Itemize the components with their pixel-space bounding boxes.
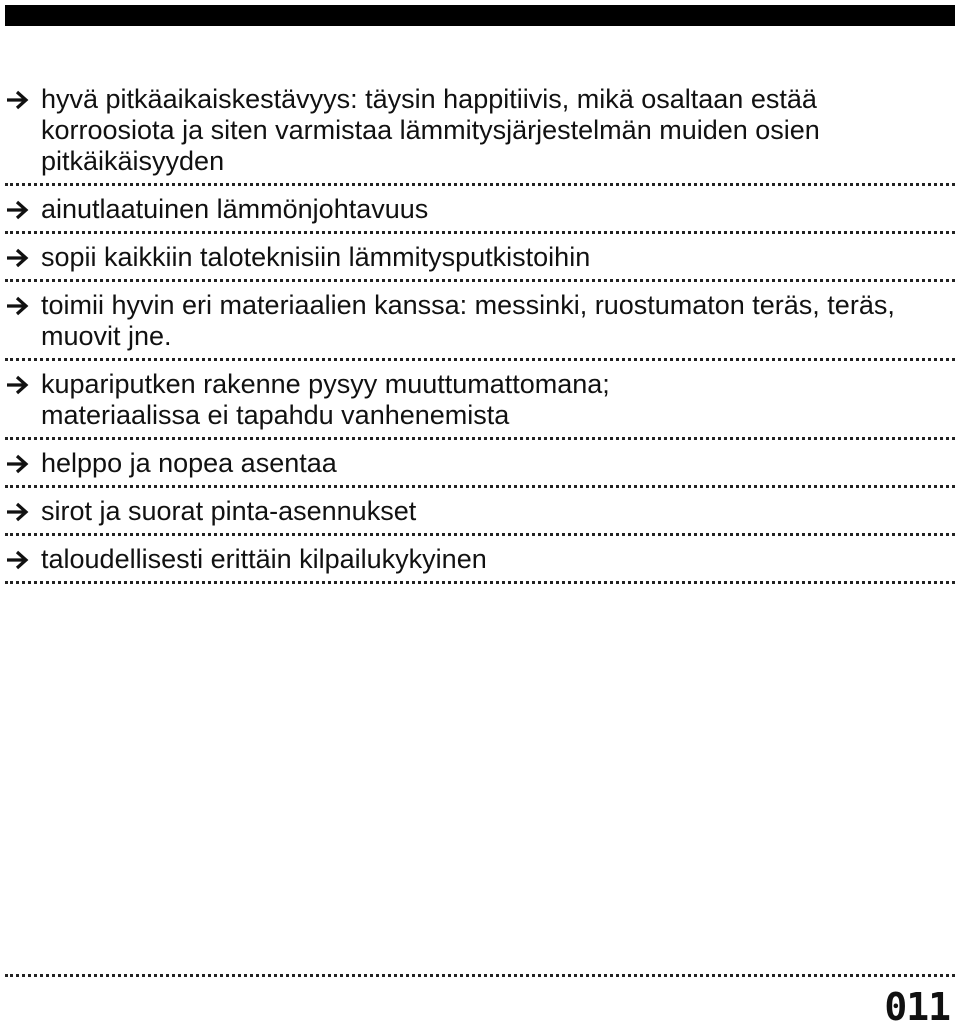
feature-text: sirot ja suorat pinta-asennukset [41,496,417,526]
arrow-right-icon [5,200,31,220]
divider [5,279,955,282]
feature-item [5,448,955,479]
feature-item [5,496,955,527]
page-number: 011 [884,985,950,1029]
arrow-right-icon [5,248,31,268]
feature-text: helppo ja nopea asentaa [41,448,337,478]
feature-text: sopii kaikkiin taloteknisiin lämmitysputkistoihin [41,242,591,272]
feature-list [5,84,955,592]
divider [5,358,955,361]
divider [5,183,955,186]
divider [5,437,955,440]
feature-item [5,194,955,225]
feature-item [5,84,955,177]
arrow-right-icon [5,502,31,522]
feature-text: hyvä pitkäaikaiskestävyys: täysin happitiivis, mikä osaltaan estää korroosiota ja siten varmistaa lämmitysjärjestelmän muiden osien pitkäikäisyyden [41,84,820,176]
arrow-right-icon [5,550,31,570]
feature-text: ainutlaatuinen lämmönjohtavuus [41,194,429,224]
feature-item [5,544,955,575]
feature-item [5,369,955,431]
arrow-right-icon [5,296,31,316]
feature-item [5,242,955,273]
arrow-right-icon [5,90,31,110]
divider [5,581,955,584]
arrow-right-icon [5,454,31,474]
arrow-right-icon [5,375,31,395]
feature-text: kupariputken rakenne pysyy muuttumattomana; materiaalissa ei tapahdu vanhenemista [41,369,610,430]
footer-divider [5,974,955,977]
feature-item [5,290,955,352]
feature-text: toimii hyvin eri materiaalien kanssa: messinki, ruostumaton teräs, teräs, muovit jne. [41,290,895,351]
divider [5,231,955,234]
divider [5,533,955,536]
header-bar [5,5,955,26]
divider [5,485,955,488]
feature-text: taloudellisesti erittäin kilpailukykyinen [41,544,487,574]
